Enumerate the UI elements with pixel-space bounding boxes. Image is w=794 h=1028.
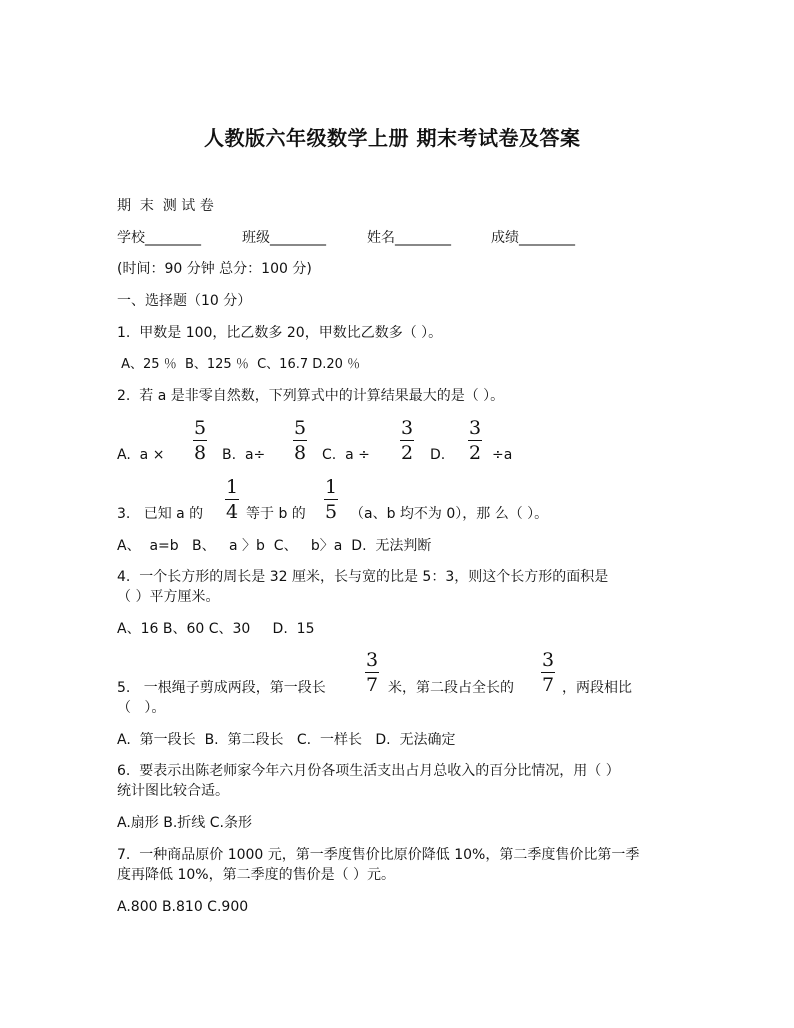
score-field: 成绩________ [491, 230, 575, 246]
fraction-q2-b: 5 8 [293, 417, 307, 465]
fraction-q2-c: 3 2 [400, 417, 414, 465]
question-6-options: A.扇形 B.折线 C.条形 [117, 815, 252, 831]
exam-subtitle: 期 末 测 试 卷 [117, 198, 214, 214]
question-6-line-2: 统计图比较合适。 [117, 783, 229, 799]
page-title: 人教版六年级数学上册 期末考试卷及答案 [204, 126, 581, 150]
fraction-q5-1: 3 7 [365, 649, 379, 697]
name-field: 姓名________ [367, 230, 451, 246]
question-2-option-a: A. a × [117, 447, 165, 463]
question-3-part-2: 等于 b 的 [246, 506, 306, 522]
section-heading: 一、选择题（10 分） [117, 293, 252, 309]
question-7-line-1: 7. 一种商品原价 1000 元，第一季度售价比原价降低 10%，第二季度售价比第一季 [117, 847, 640, 863]
fraction-q3-2: 1 5 [324, 476, 338, 524]
question-2: 2. 若 a 是非零自然数，下列算式中的计算结果最大的是（ ）。 [117, 388, 505, 404]
question-2-option-b: B. a÷ [222, 447, 266, 463]
question-3-part-3: （a、b 均不为 0），那 么（ ）。 [350, 506, 549, 522]
fraction-q3-1: 1 4 [225, 476, 239, 524]
question-5-part-2: 米，第二段占全长的 [388, 680, 514, 696]
question-4-line-2: （ ）平方厘米。 [117, 589, 220, 605]
question-3-options: A、 a=b B、 a 〉b C、 b〉a D. 无法判断 [117, 538, 432, 554]
question-5-options: A. 第一段长 B. 第二段长 C. 一样长 D. 无法确定 [117, 732, 456, 748]
fraction-q5-2: 3 7 [541, 649, 555, 697]
question-6-line-1: 6. 要表示出陈老师家今年六月份各项生活支出占月总收入的百分比情况，用（ ） [117, 763, 620, 779]
question-2-option-d: D. [430, 447, 446, 463]
class-field: 班级________ [242, 230, 326, 246]
question-3-part-1: 3. 已知 a 的 [117, 506, 204, 522]
school-field: 学校________ [117, 230, 201, 246]
question-2-option-c: C. a ÷ [322, 447, 370, 463]
question-1: 1. 甲数是 100，比乙数多 20，甲数比乙数多（ ）。 [117, 325, 443, 341]
question-2-option-d-tail: ÷a [492, 447, 513, 463]
question-7-line-2: 度再降低 10%，第二季度的售价是（ ）元。 [117, 867, 396, 883]
time-note: (时间：90 分钟 总分：100 分) [117, 261, 312, 277]
question-4-line-1: 4. 一个长方形的周长是 32 厘米，长与宽的比是 5：3，则这个长方形的面积是 [117, 569, 609, 585]
question-4-options: A、16 B、60 C、30 D. 15 [117, 621, 315, 637]
question-1-options: A、25 ％ B、125 ％ C、16.7 D.20 ％ [117, 357, 361, 372]
fraction-q2-d: 3 2 [468, 417, 482, 465]
question-7-options: A.800 B.810 C.900 [117, 899, 249, 915]
question-5-part-3: ，两段相比 [562, 680, 632, 696]
fraction-q2-a: 5 8 [193, 417, 207, 465]
question-5-line-2: （ ）。 [117, 700, 166, 716]
question-5-part-1: 5. 一根绳子剪成两段，第一段长 [117, 680, 326, 696]
